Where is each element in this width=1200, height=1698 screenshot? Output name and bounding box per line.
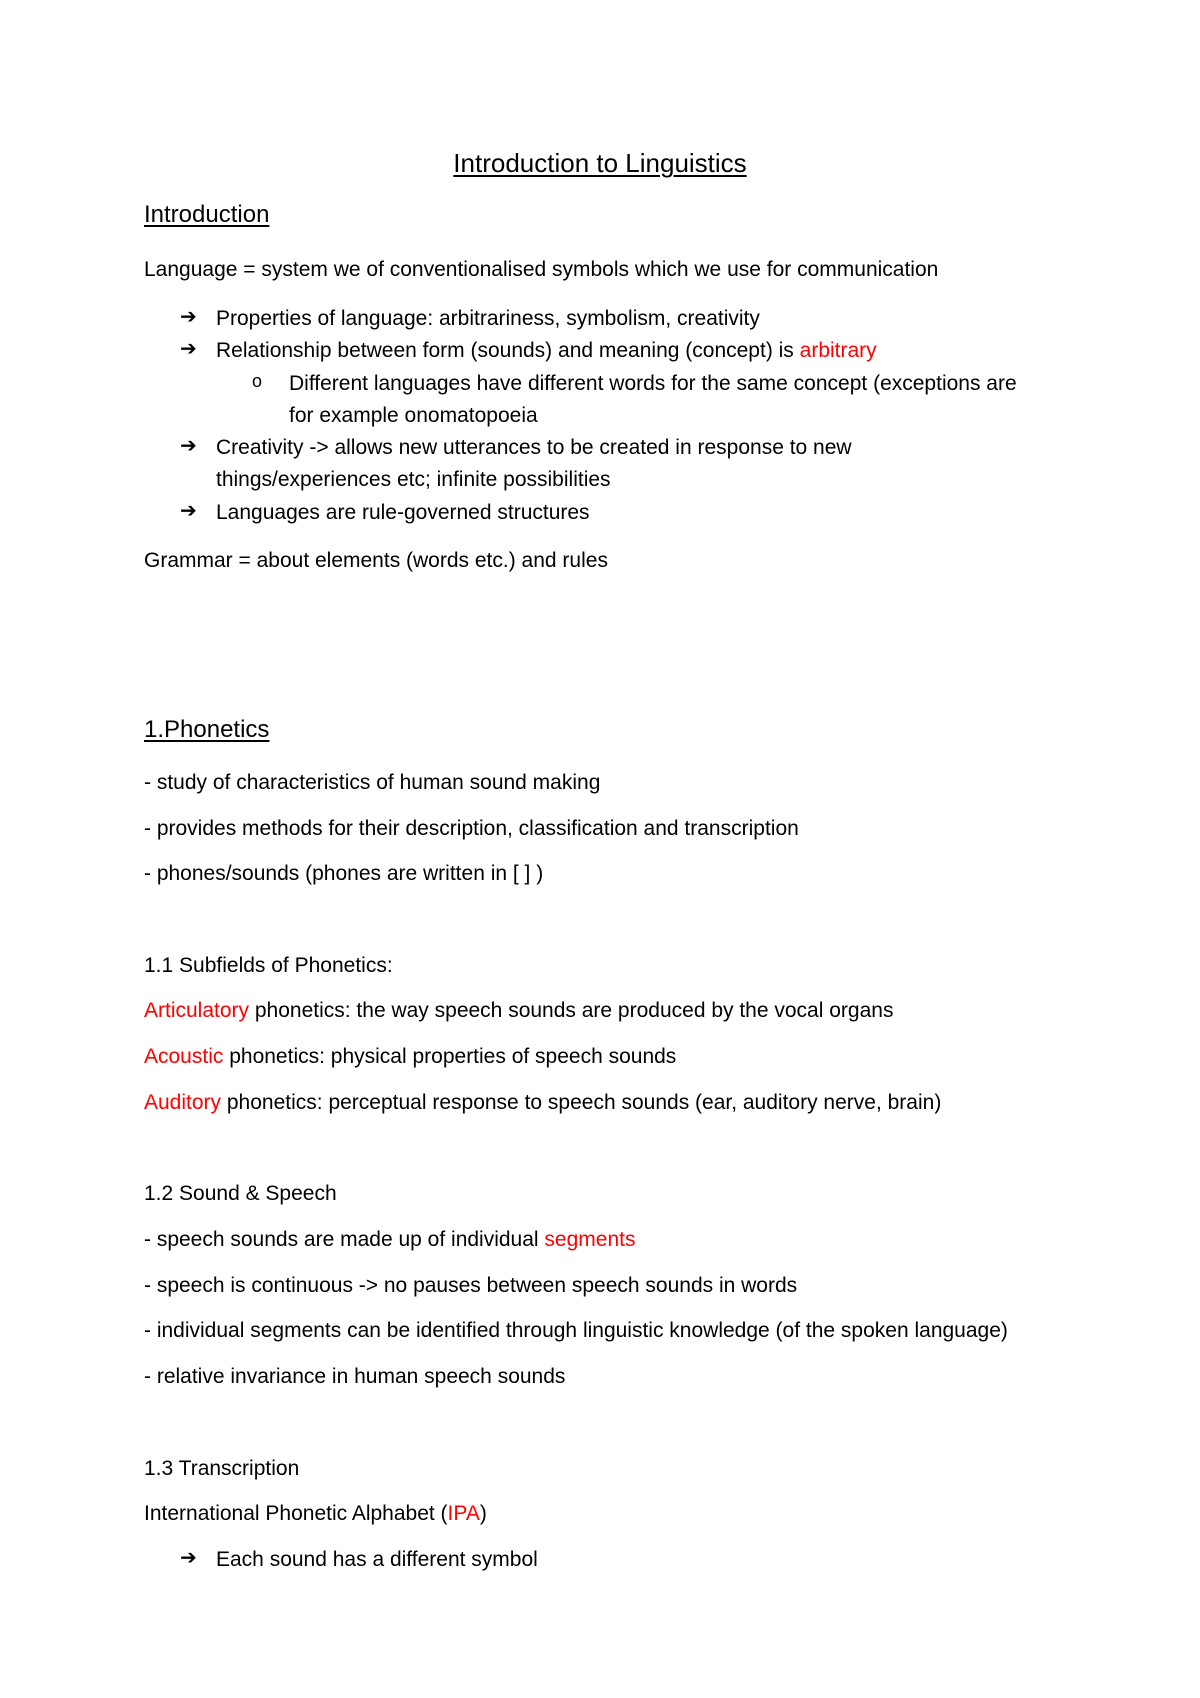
arrow-bullet-icon: ➔	[180, 338, 197, 360]
section-heading-introduction: Introduction	[144, 201, 270, 228]
document-title: Introduction to Linguistics	[453, 148, 747, 178]
intro-bullet-properties: Properties of language: arbitrariness, symbolism, creativity	[216, 307, 760, 330]
ipa-highlight: IPA	[447, 1502, 480, 1525]
auditory-text: phonetics: perceptual response to speech sounds (ear, auditory nerve, brain)	[221, 1091, 942, 1114]
arrow-bullet-icon: ➔	[180, 435, 197, 457]
subfield-articulatory	[144, 1000, 893, 1021]
grammar-definition: Grammar = about elements (words etc.) and rules	[144, 549, 608, 572]
acoustic-text: phonetics: physical properties of speech sounds	[223, 1045, 677, 1068]
subfield-auditory	[144, 1092, 941, 1113]
subsection-heading-subfields: 1.1 Subfields of Phonetics:	[144, 954, 393, 977]
articulatory-text: phonetics: the way speech sounds are produced by the vocal organs	[249, 999, 894, 1022]
ipa-closing: )	[479, 1502, 487, 1525]
arrow-bullet-icon: ➔	[180, 1547, 197, 1569]
subsection-heading-transcription: 1.3 Transcription	[144, 1457, 300, 1480]
phonetics-line-phones: - phones/sounds (phones are written in [ ] )	[144, 862, 544, 885]
subfield-acoustic	[144, 1046, 676, 1067]
segments-highlight: segments	[544, 1228, 636, 1251]
auditory-highlight: Auditory	[144, 1091, 222, 1114]
circle-bullet-icon: o	[252, 371, 263, 391]
relationship-text: Relationship between form (sounds) and meaning (concept) is	[216, 339, 800, 362]
arbitrary-highlight: arbitrary	[799, 339, 877, 362]
sub-bullet-different-languages-line1: Different languages have different words for the same concept (exceptions are	[289, 372, 1017, 395]
sound-speech-segments	[144, 1229, 635, 1250]
subsection-heading-sound-speech: 1.2 Sound & Speech	[144, 1182, 337, 1205]
language-definition: Language = system we of conventionalised symbols which we use for communication	[144, 258, 939, 281]
sound-speech-continuous: - speech is continuous -> no pauses between speech sounds in words	[144, 1274, 798, 1297]
sound-speech-invariance: - relative invariance in human speech sounds	[144, 1365, 566, 1388]
intro-bullet-creativity-line2: things/experiences etc; infinite possibilities	[216, 468, 611, 491]
phonetics-line-methods: - provides methods for their description, classification and transcription	[144, 817, 799, 840]
articulatory-highlight: Articulatory	[144, 999, 250, 1022]
phonetics-line-study: - study of characteristics of human sound making	[144, 771, 601, 794]
ipa-text: International Phonetic Alphabet (	[144, 1502, 448, 1525]
section-heading-phonetics: 1.Phonetics	[144, 716, 270, 743]
transcription-bullet-symbol: Each sound has a different symbol	[216, 1548, 538, 1571]
acoustic-highlight: Acoustic	[144, 1045, 224, 1068]
intro-bullet-relationship	[216, 340, 877, 361]
sub-bullet-different-languages-line2: for example onomatopoeia	[289, 404, 538, 427]
ipa-line	[144, 1503, 487, 1524]
segments-text: - speech sounds are made up of individual	[144, 1228, 545, 1251]
arrow-bullet-icon: ➔	[180, 500, 197, 522]
arrow-bullet-icon: ➔	[180, 306, 197, 328]
sound-speech-individual-segments: - individual segments can be identified through linguistic knowledge (of the spoken language)	[144, 1319, 1008, 1342]
intro-bullet-rule-governed: Languages are rule-governed structures	[216, 501, 590, 524]
intro-bullet-creativity-line1: Creativity -> allows new utterances to be created in response to new	[216, 436, 852, 459]
